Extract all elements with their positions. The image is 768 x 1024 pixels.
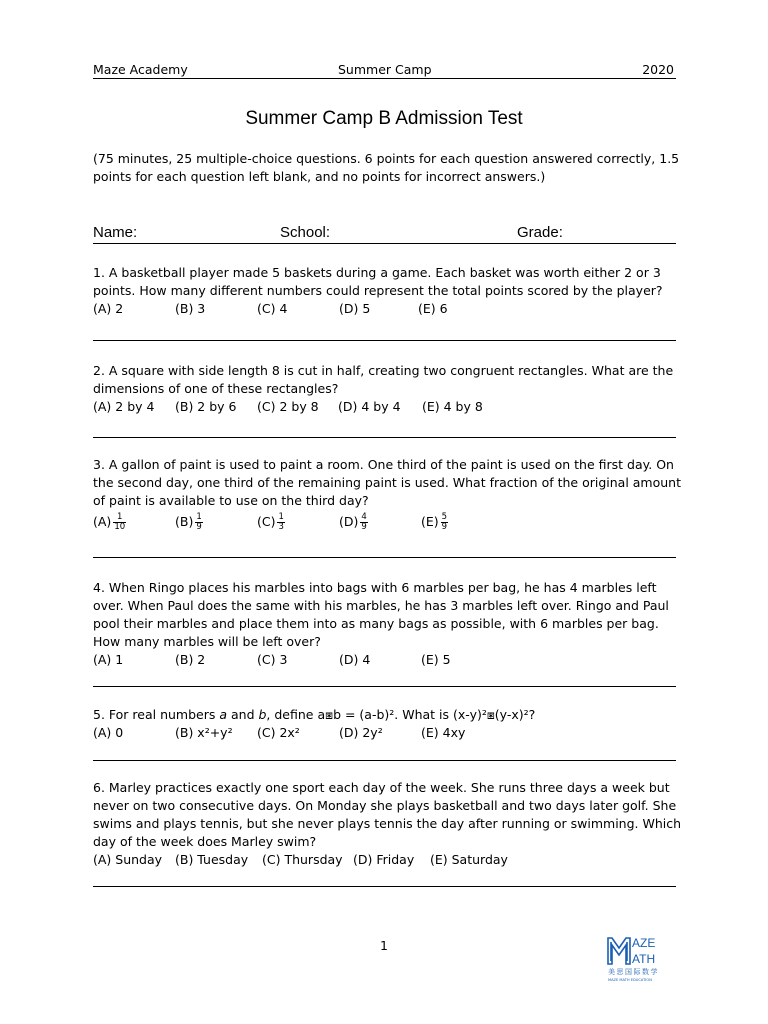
numerator: 1 <box>113 513 126 523</box>
question-divider <box>93 886 676 887</box>
numerator: 4 <box>361 512 367 522</box>
answer-choices <box>93 651 683 671</box>
question-1 <box>93 264 683 320</box>
numerator: 1 <box>196 512 202 522</box>
variable-a: a <box>219 707 228 722</box>
question-text: 4. When Ringo places his marbles into bags with 6 marbles per bag, he has 4 marbles left over. When Paul does the same with his marbles, he has 3 marbles left over. Ringo and Paul pool their marbles and place them into as many bags as possible, with 6 marbles per bag. How many marbles will be left over? <box>93 580 669 649</box>
answer-choices <box>93 851 683 871</box>
choice-c: (C) 3 <box>257 652 288 667</box>
fraction <box>277 513 284 532</box>
logo-chinese-text: 美思国际数学 <box>608 968 659 976</box>
choice-d: (D) 4 by 4 <box>338 399 401 414</box>
choice-letter: (C) <box>257 514 276 529</box>
page-header <box>93 62 676 79</box>
fraction <box>195 513 202 532</box>
choice-b: (B) Tuesday <box>175 852 249 867</box>
choice-c: (C) 2 by 8 <box>257 399 319 414</box>
fraction <box>113 513 126 532</box>
answer-choices <box>93 724 683 744</box>
denominator: 9 <box>361 522 367 532</box>
choice-e <box>421 513 448 532</box>
school-label: School: <box>280 224 331 241</box>
choice-e: (E) 6 <box>418 301 448 316</box>
numerator: 1 <box>278 512 284 522</box>
name-label: Name: <box>93 224 138 241</box>
logo-text-bottom: ATH <box>632 952 656 966</box>
choice-e: (E) Saturday <box>430 852 508 867</box>
choice-d: (D) 2y² <box>339 725 383 740</box>
fraction <box>360 513 367 532</box>
choice-letter: (E) <box>421 514 439 529</box>
choice-c: (C) 2x² <box>257 725 300 740</box>
question-divider <box>93 686 676 687</box>
choice-a <box>93 513 126 532</box>
choice-b <box>175 513 203 532</box>
denominator: 9 <box>196 522 202 532</box>
header-right: 2020 <box>642 62 674 77</box>
text-segment: and <box>227 707 259 722</box>
denominator: 10 <box>114 522 126 532</box>
choice-b: (B) 3 <box>175 301 206 316</box>
choice-c <box>257 513 285 532</box>
choice-a: (A) Sunday <box>93 852 163 867</box>
question-divider <box>93 557 676 558</box>
choice-d <box>339 513 368 532</box>
denominator: 3 <box>278 522 284 532</box>
variable-b: b <box>258 707 267 722</box>
page-title: Summer Camp B Admission Test <box>245 108 523 129</box>
denominator: 9 <box>441 522 448 532</box>
logo-text-top: AZE <box>632 936 656 950</box>
grade-label: Grade: <box>517 224 563 241</box>
choice-c: (C) Thursday <box>262 852 343 867</box>
choice-e: (E) 5 <box>421 652 451 667</box>
choice-d: (D) 4 <box>339 652 371 667</box>
question-divider <box>93 760 676 761</box>
maze-math-logo <box>606 934 678 984</box>
header-left: Maze Academy <box>93 62 188 77</box>
text-segment: , define a⧆b = (a-b)². What is (x-y)²⧆(y-x)²? <box>266 707 536 722</box>
choice-letter: (D) <box>339 514 359 529</box>
choice-d: (D) Friday <box>353 852 415 867</box>
test-instructions: (75 minutes, 25 multiple-choice questions. 6 points for each question answered correctly, 1.5 points for each question left blank, and no points for incorrect answers.) <box>93 151 680 184</box>
choice-b: (B) 2 <box>175 652 206 667</box>
question-4 <box>93 579 683 671</box>
answer-choices <box>93 300 683 320</box>
choice-b: (B) x²+y² <box>175 725 233 740</box>
choice-a: (A) 2 <box>93 301 124 316</box>
question-divider <box>93 340 676 341</box>
header-center: Summer Camp <box>338 62 432 77</box>
answer-choices <box>93 398 683 418</box>
numerator: 5 <box>441 512 448 522</box>
logo-caption: MAZE MATH EDUCATION <box>608 978 652 982</box>
choice-b: (B) 2 by 6 <box>175 399 237 414</box>
question-2 <box>93 362 683 418</box>
question-text: 1. A basketball player made 5 baskets during a game. Each basket was worth either 2 or 3 points. How many different numbers could represent the total points scored by the player? <box>93 265 663 298</box>
choice-a: (A) 1 <box>93 652 124 667</box>
choice-letter: (A) <box>93 514 112 529</box>
choice-d: (D) 5 <box>339 301 371 316</box>
question-5 <box>93 706 683 744</box>
student-info-line <box>93 223 676 244</box>
choice-letter: (B) <box>175 514 194 529</box>
question-6 <box>93 779 683 871</box>
text-segment: 5. For real numbers <box>93 707 220 722</box>
question-divider <box>93 437 676 438</box>
choice-e: (E) 4 by 8 <box>422 399 483 414</box>
question-text: 2. A square with side length 8 is cut in half, creating two congruent rectangles. What are the dimensions of one of these rectangles? <box>93 363 674 396</box>
question-text: 6. Marley practices exactly one sport each day of the week. She runs three days a week but never on two consecutive days. On Monday she plays basketball and two days later golf. She swims and plays tennis, but she never plays tennis the day after running or swimming. Which day of the week does Marley swim? <box>93 780 682 849</box>
choice-e: (E) 4xy <box>421 725 466 740</box>
choice-a: (A) 2 by 4 <box>93 399 155 414</box>
fraction <box>441 513 448 532</box>
maze-m-icon <box>608 938 630 964</box>
choice-c: (C) 4 <box>257 301 288 316</box>
choice-a: (A) 0 <box>93 725 124 740</box>
question-text <box>93 706 683 724</box>
page-number: 1 <box>380 938 388 953</box>
answer-choices <box>93 513 683 541</box>
question-text: 3. A gallon of paint is used to paint a room. One third of the paint is used on the first day. On the second day, one third of the remaining paint is used. What fraction of the original amount of paint is available to use on the third day? <box>93 457 682 508</box>
question-3 <box>93 456 683 541</box>
